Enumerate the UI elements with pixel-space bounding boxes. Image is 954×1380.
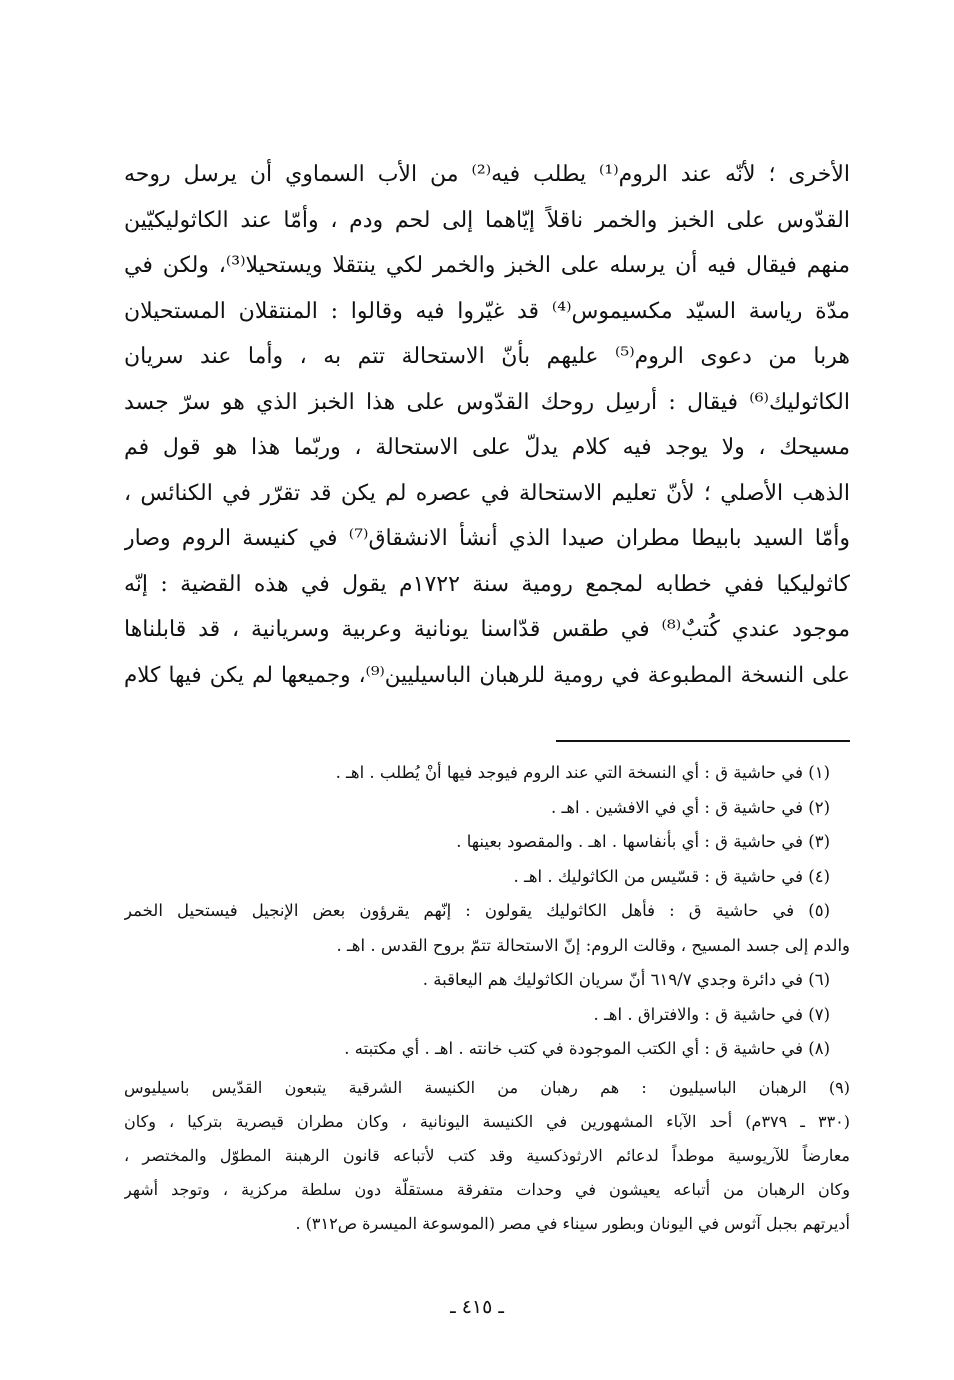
page-number: ـ ٤١٥ ـ [450,1296,504,1318]
text-line: الكاثوليك⁽⁶⁾ فيقال : أرسِل روحك القدّوس على هذا الخبز الذي هو سرّ جسد [124,389,850,415]
footnote-9-line: (٣٣٠ ـ ٣٧٩م) أحد الآباء المشهورين في الكنيسة اليونانية ، وكان مطران قيصرية بتركيا ، وكان [124,1111,850,1131]
text-line: مسيحك ، ولا يوجد فيه كلام يدلّ على الاستحالة ، وربّما هذا هو قول فم [124,435,850,460]
text-line: هربا من دعوى الروم⁽⁵⁾ عليهم بأنّ الاستحالة تتم به ، وأما عند سريان [124,344,850,369]
footnotes [124,756,850,1241]
footnote-4: (٤) في حاشية ق : قسّيس من الكاثوليك . اهـ . [513,866,830,886]
footnote-1: (١) في حاشية ق : أي النسخة التي عند الروم فيوجد فيها أنْ يُطلب . اهـ . [335,763,830,782]
text-line: مدّة رياسة السيّد مكسيموس⁽⁴⁾ قد غيّروا فيه وقالوا : المنتقلان المستحيلان [124,298,850,324]
footnote-9-line: (٩) الرهبان الباسيليون : هم رهبان من الكنيسة الشرقية يتبعون القدّيس باسيليوس [124,1077,850,1097]
text-line: القدّوس على الخبز والخمر ناقلاً إيّاهما إلى لحم ودم ، وأمّا عند الكاثوليكيّين [124,207,850,233]
footnote-3: (٣) في حاشية ق : أي بأنفاسها . اهـ . والمقصود بعينها . [456,832,830,851]
footnote-7: (٧) في حاشية ق : والافتراق . اهـ . [593,1004,830,1024]
footnote-9-line: وكان الرهبان من أتباعه يعيشون في وحدات متفرقة مستقلّة دون سلطة مركزية ، وتوجد أشهر [124,1179,850,1199]
text-line: منهم فيقال فيه أن يرسله على الخبز والخمر لكي ينتقلا ويستحيلا⁽³⁾، ولكن في [124,253,850,278]
footnote-6: (٦) في دائرة وجدي ٦١٩/٧ أنّ سريان الكاثوليك هم اليعاقبة . [422,970,830,989]
text-line: موجود عندي كُتبٌ⁽⁸⁾ في طقس قدّاسنا يونانية وعربية وسريانية ، قد قابلناها [124,617,850,642]
text-line: وأمّا السيد بابيطا مطران صيدا الذي أنشأ الانشقاق⁽⁷⁾ في كنيسة الروم وصار [124,526,850,551]
footnote-9 [124,1071,850,1241]
text-line: على النسخة المطبوعة في رومية للرهبان الباسيليين⁽⁹⁾، وجميعها لم يكن فيها كلام [124,662,850,688]
text-line: كاثوليكيا ففي خطابه لمجمع رومية سنة ١٧٢٢م يقول في هذه القضية : إنّه [124,571,850,597]
footnote-2: (٢) في حاشية ق : أي في الافشين . اهـ . [551,797,830,817]
text-line: الأخرى ؛ لأنّه عند الروم⁽¹⁾ يطلب فيه⁽²⁾ من الأب السماوي أن يرسل روحه [124,162,850,187]
footnote-9-line: معارضاً للآريوسية موطداً لدعائم الارثوذكسية وقد كتب لأتباعه قانون الرهبنة المطوّل والمختصر ، [124,1145,850,1165]
footnote-5: (٥) في حاشية ق : فأهل الكاثوليك يقولون : إنّهم يقرؤون بعض الإنجيل فيستحيل الخمر [124,901,830,920]
footnote-5-continuation: والدم إلى جسد المسيح ، وقالت الروم: إنّ الاستحالة تتمّ بروح القدس . اهـ . [336,935,850,955]
main-text [124,152,850,698]
footnote-9-line: أديرتهم بجبل آثوس في اليونان وبطور سيناء في مصر (الموسوعة الميسرة ص٣١٢) . [295,1213,850,1233]
footnote-8: (٨) في حاشية ق : أي الكتب الموجودة في كتب خانته . اهـ . أي مكتبته . [344,1039,830,1058]
footnote-separator [556,740,850,742]
text-line: الذهب الأصلي ؛ لأنّ تعليم الاستحالة في عصره لم يكن قد تقرّر في الكنائس ، [124,480,850,506]
